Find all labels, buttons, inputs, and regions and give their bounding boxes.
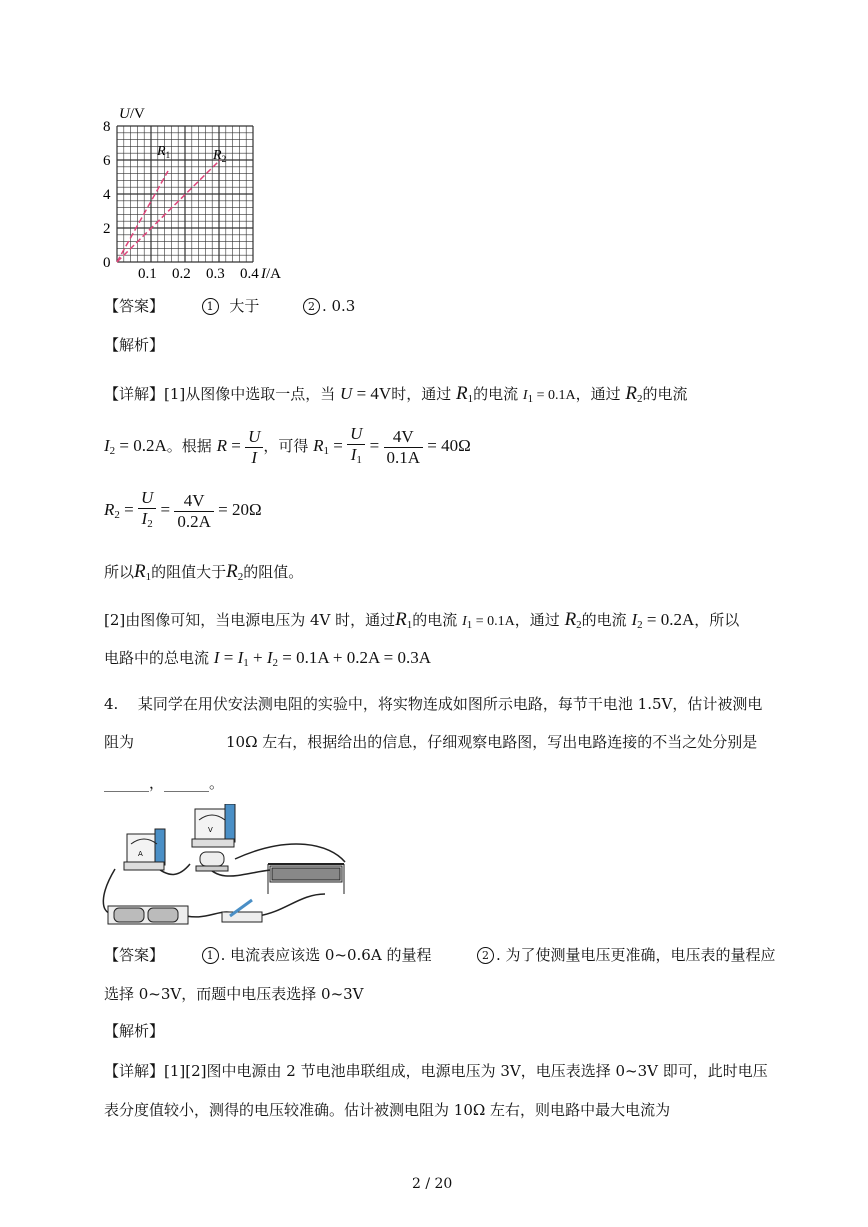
symbol-r1: $R_1$ [395, 609, 413, 631]
y-tick-label: 0 [103, 255, 111, 271]
q4-text-line2 [104, 732, 757, 752]
q3-line2-b: ，可得 [263, 436, 309, 455]
circuit-image [100, 804, 360, 928]
x-tick-label: 0.2 [172, 266, 191, 282]
circle-2-icon: 2 [303, 298, 320, 315]
x-tick-labels [138, 266, 259, 282]
q3-detail-line3 [104, 488, 262, 534]
y-tick-label: 4 [103, 187, 111, 203]
q3-line5-a: [2]由图像可知，当电源电压为 4V 时，通过 [104, 611, 396, 629]
symbol-r2: $R_2$ [564, 609, 582, 631]
q4-text2-b: 10Ω 左右，根据给出的信息，仔细观察电路图，写出电路连接的不当之处分别是 [226, 733, 758, 751]
q3-answer-row [104, 296, 355, 316]
q4-text1: 某同学在用伏安法测电阻的实验中，将实物连成如图所示电路，每节干电池 1.5V，估计被测电 [137, 695, 763, 713]
q4-detail-line2: 表分度值较小，测得的电压较准确。估计被测电阻为 10Ω 左右，则电路中最大电流为 [104, 1101, 671, 1119]
formula-i2: $I_2 = 0.2A$ [104, 435, 167, 457]
q3-line4-a: 所以 [104, 563, 135, 581]
x-axis-label: I/A [261, 266, 281, 282]
q4-text2-a: 阻为 [104, 733, 135, 751]
formula-total-current: $I = I_1 + I_2 = 0.1A + 0.2A = 0.3A$ [213, 648, 431, 669]
formula-i2: $I_2 = 0.2A$ [631, 610, 695, 631]
r2-line [117, 160, 220, 262]
answer-label: 【答案】 [104, 946, 165, 964]
q3-line2-a: 。根据 [166, 436, 212, 455]
answer-label: 【答案】 [104, 297, 165, 315]
q3-line5-e: ，所以 [694, 611, 740, 629]
q4-number: 4. [104, 695, 119, 713]
symbol-r2: $R_2$ [226, 561, 244, 583]
q3-detail-line2 [104, 424, 471, 470]
q3-detail-line4 [104, 562, 303, 587]
symbol-r1: $R_1$ [134, 561, 152, 583]
q4-detail1: [1][2]图中电源由 2 节电池串联组成，电源电压为 3V，电压表选择 0~3V 即可，此时电压 [164, 1062, 768, 1080]
y-tick-labels [103, 119, 111, 271]
ammeter-icon [124, 829, 165, 870]
page-number: 2 / 20 [412, 1176, 453, 1192]
formula-i1: $I_1 = 0.1A$ [462, 614, 515, 631]
svg-text:A: A [138, 850, 143, 858]
rheostat-icon [268, 864, 344, 894]
circle-1-icon: 1 [202, 947, 219, 964]
x-tick-label: 0.4 [240, 266, 259, 282]
q3-line6-a: 电路中的总电流 [104, 649, 210, 667]
q3-line1-e: 的电流 [642, 385, 688, 403]
q3-answer-2: . 0.3 [321, 297, 356, 315]
q3-line5-c: ，通过 [514, 611, 560, 629]
r1-label: $R_1$ [157, 144, 171, 160]
q4-answer-2: . 为了使测量电压更准确，电压表的量程应 [496, 946, 776, 964]
q3-line1-text: [1]从图像中选取一点，当 [164, 385, 336, 403]
formula-r-ui: R = $\frac{U}{I}$ [217, 436, 264, 455]
circle-2-icon: 2 [477, 947, 494, 964]
q3-line1-d: ，通过 [575, 385, 621, 403]
battery-icon [108, 906, 188, 924]
q4-analysis-label: 【解析】 [104, 1022, 165, 1040]
circle-1-icon: 1 [202, 298, 219, 315]
symbol-r2: $R_2$ [625, 383, 643, 405]
q3-line4-c: 的阻值。 [243, 563, 304, 581]
resistor-icon [196, 852, 228, 871]
y-axis-label: U/V [119, 106, 145, 122]
switch-icon [222, 900, 262, 922]
q3-detail-line6 [104, 648, 431, 673]
svg-text:V: V [208, 826, 213, 834]
q3-line5-d: 的电流 [581, 611, 627, 629]
y-tick-label: 6 [103, 153, 111, 169]
detail-label: 【详解】 [104, 1062, 165, 1080]
voltmeter-icon [192, 804, 235, 847]
formula-r1-calc: $R_1$ = $\frac{U}{I_1}$ = $\frac{4V}{0.1A}$ = 40Ω [313, 424, 471, 467]
q3-line5-b: 的电流 [412, 611, 458, 629]
q4-detail-line1 [104, 1061, 768, 1081]
symbol-r1: $R_1$ [456, 383, 474, 405]
q3-detail-line5 [104, 610, 739, 635]
r2-label: $R_2$ [213, 148, 227, 164]
q3-analysis-label: 【解析】 [104, 336, 165, 354]
formula-u-4v: U = 4V [340, 384, 392, 403]
q3-answer-1: 大于 [229, 297, 260, 315]
q3-line4-b: 的阻值大于 [151, 563, 227, 581]
formula-r2-calc: $R_2$ = $\frac{U}{I_2}$ = $\frac{4V}{0.2A}$ = 20Ω [104, 488, 262, 531]
y-tick-label: 8 [103, 119, 111, 135]
q4-answer-continuation: 选择 0~3V，而题中电压表选择 0~3V [104, 985, 364, 1003]
formula-i1: $I_1 = 0.1A$ [522, 388, 576, 405]
q4-blanks: ______，______。 [104, 774, 225, 792]
x-tick-label: 0.3 [206, 266, 225, 282]
u-i-graph [95, 98, 305, 286]
q3-line1-b: 时，通过 [391, 385, 452, 403]
detail-label: 【详解】 [104, 385, 165, 403]
q4-answer-row [104, 945, 776, 965]
x-tick-label: 0.1 [138, 266, 157, 282]
q4-text-line1 [104, 694, 762, 714]
q3-detail-line1 [104, 384, 688, 409]
q3-line1-c: 的电流 [473, 385, 519, 403]
q4-answer-1: . 电流表应该选 0~0.6A 的量程 [220, 946, 432, 964]
y-tick-label: 2 [103, 221, 111, 237]
